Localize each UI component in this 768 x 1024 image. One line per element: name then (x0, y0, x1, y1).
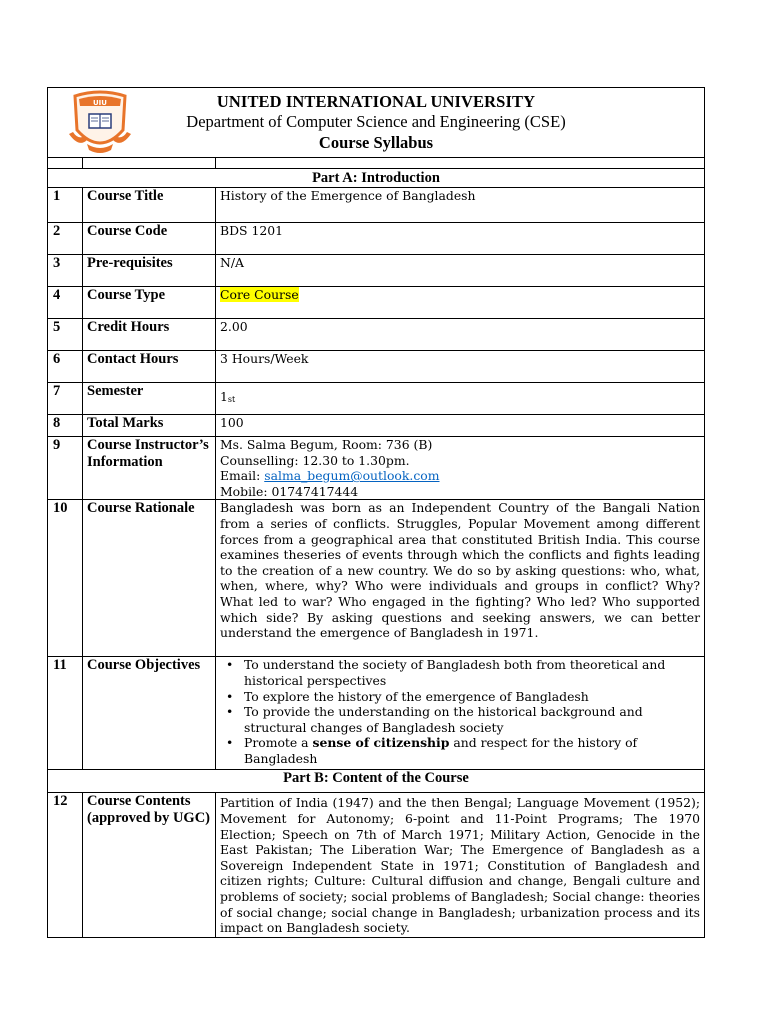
objective-prefix: Promote a (244, 735, 313, 751)
row-number: 11 (48, 657, 83, 770)
course-code-value: BDS 1201 (216, 223, 705, 255)
instructor-name-room: Ms. Salma Begum, Room: 736 (B) (220, 437, 433, 452)
objective-bold: sense of citizenship (312, 735, 450, 751)
instructor-email-link[interactable]: salma_begum@outlook.com (264, 468, 440, 484)
row-label: Course Objectives (83, 657, 216, 770)
row-label: Total Marks (83, 415, 216, 437)
instructor-row (48, 437, 705, 500)
bullet-icon: • (226, 704, 234, 720)
syllabus-table (47, 87, 705, 938)
course-rationale-text: Bangladesh was born as an Independent Country of the Bangali Nation from a series of conflicts. Struggles, Popular Movement among different forces from a geographical area that constituted British India. This course examines theseries of events through which the conflicts and fights leading to the creation of a new country. We do so by asking questions: who, what, when, where, why? Who were individuals and groups in conflict? Why? What led to war? Who engaged in the fighting? Who led? Who supported which side? By asking questions and seeking answers, we can better understand the emergence of Bangladesh in 1971. (216, 500, 705, 657)
bullet-icon: • (226, 688, 234, 704)
row-number: 4 (48, 287, 83, 319)
semester-ordinal: st (227, 395, 236, 404)
objective-text: To understand the society of Bangladesh both from theoretical and historical perspectives (244, 657, 666, 688)
list-item (226, 704, 700, 735)
row-label: Course Contents (approved by UGC) (83, 793, 216, 937)
table-row (48, 383, 705, 415)
table-row (48, 255, 705, 287)
row-number: 10 (48, 500, 83, 657)
course-title-value: History of the Emergence of Bangladesh (216, 188, 705, 223)
syllabus-page (47, 87, 705, 938)
row-label: Course Rationale (83, 500, 216, 657)
logo-text: UIU (93, 99, 107, 107)
part-a-row (48, 169, 705, 188)
table-row (48, 223, 705, 255)
objectives-list (220, 657, 700, 766)
prerequisites-value: N/A (216, 255, 705, 287)
list-item (226, 657, 700, 688)
table-row (48, 188, 705, 223)
document-title: Course Syllabus (318, 133, 434, 152)
row-number: 7 (48, 383, 83, 415)
rationale-row (48, 500, 705, 657)
header-row (48, 88, 705, 158)
instructor-mobile: Mobile: 01747417444 (220, 483, 359, 499)
objective-suffix: and respect for the history of Bangladesh (244, 735, 638, 766)
contact-hours-value: 3 Hours/Week (216, 351, 705, 383)
spacer-row (48, 158, 705, 169)
semester-value: 1 (220, 389, 228, 404)
table-row (48, 287, 705, 319)
row-label: Course Instructor’s Information (83, 437, 216, 500)
email-label: Email: (220, 468, 265, 484)
contents-row (48, 793, 705, 937)
credit-hours-value: 2.00 (216, 319, 705, 351)
table-row (48, 415, 705, 437)
part-a-heading: Part A: Introduction (48, 169, 705, 188)
row-number: 2 (48, 223, 83, 255)
instructor-counselling: Counselling: 12.30 to 1.30pm. (220, 452, 410, 468)
row-number: 1 (48, 188, 83, 223)
part-b-heading: Part B: Content of the Course (48, 770, 705, 793)
list-item (226, 688, 700, 705)
total-marks-value: 100 (216, 415, 705, 437)
list-item (226, 735, 700, 766)
row-label: Contact Hours (83, 351, 216, 383)
objectives-row (48, 657, 705, 770)
row-number: 6 (48, 351, 83, 383)
row-label: Credit Hours (83, 319, 216, 351)
row-number: 3 (48, 255, 83, 287)
row-label: Semester (83, 383, 216, 415)
objective-text: To provide the understanding on the historical background and structural changes of Bangladesh society (244, 704, 643, 735)
row-number: 8 (48, 415, 83, 437)
row-number: 12 (48, 793, 83, 937)
row-number: 5 (48, 319, 83, 351)
university-name: UNITED INTERNATIONAL UNIVERSITY (216, 92, 536, 111)
header-cell (48, 88, 705, 158)
course-contents-text: Partition of India (1947) and the then Bengal; Language Movement (1952); Movement for Autonomy; 6-point and 11-Point Programs; The 1970 Election; Speech on 7th of March 1971; Military Action, Genocide in the East Pakistan; The Liberation War; The Emergence of Bangladesh as a Sovereign Independent State in 1971; Constitution of Bangladesh and citizen rights; Culture: Cultural diffusion and change, Bengali culture and problems of society; social problems of Bangladesh; Social change: theories of social change; social change in Bangladesh; urbanization process and its impact on Bangladesh society. (216, 793, 705, 937)
row-label: Course Type (83, 287, 216, 319)
objective-text: To explore the history of the emergence of Bangladesh (244, 688, 589, 704)
part-b-row (48, 770, 705, 793)
table-row (48, 319, 705, 351)
table-row (48, 351, 705, 383)
row-label: Course Title (83, 188, 216, 223)
bullet-icon: • (226, 735, 234, 751)
bullet-icon: • (226, 657, 234, 673)
department-name: Department of Computer Science and Engineering (CSE) (186, 112, 566, 131)
row-number: 9 (48, 437, 83, 500)
course-type-value: Core Course (220, 287, 299, 302)
row-label: Pre-requisites (83, 255, 216, 287)
row-label: Course Code (83, 223, 216, 255)
